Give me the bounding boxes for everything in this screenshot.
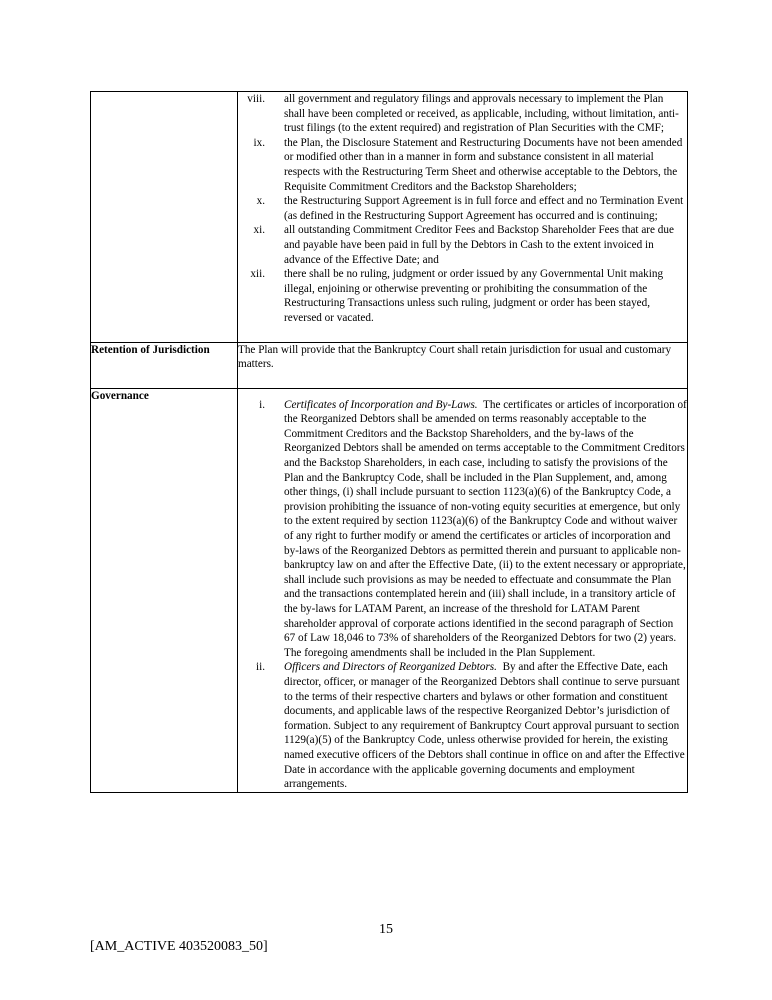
row-label (91, 92, 238, 343)
list-item-text (284, 661, 685, 790)
table-row (91, 388, 688, 792)
list-item-text: all outstanding Commitment Creditor Fees and Backstop Shareholder Fees that are due and payable have been paid in full by the Debtors in Cash to the extent invoiced in advance of the Effective Date; and (284, 224, 674, 266)
list-item-text (284, 399, 687, 659)
item-heading: Officers and Directors of Reorganized Debtors. (284, 661, 497, 674)
list-item (238, 194, 687, 223)
list-item (238, 660, 687, 791)
list-item-text: the Restructuring Support Agreement is in full force and effect and no Termination Event (as defined in the Restructuring Support Agreement has occurred and is continuing; (284, 195, 684, 222)
list-numeral: i. (259, 398, 265, 411)
list-numeral: ii. (255, 661, 265, 674)
page-number: 15 (379, 922, 393, 937)
list-item-text: all government and regulatory filings and approvals necessary to implement the Plan shall have been completed or received, as applicable, including, without limitation, anti-trust filings (to the extent required) and registration of Plan Securities with the CMF; (284, 93, 679, 135)
list-item (238, 267, 687, 325)
list-numeral: ix. (253, 136, 265, 149)
list-item (238, 136, 687, 194)
list-item (238, 92, 687, 136)
term-sheet-table (90, 91, 688, 793)
table-row (91, 92, 688, 343)
list-numeral: viii. (247, 93, 265, 105)
list-item-text: the Plan, the Disclosure Statement and Restructuring Documents have not been amended or modified other than in a manner in form and substance consistent in all material respects with the Restructuring Term Sheet and otherwise acceptable to the Debtors, the Requisite Commitment Creditors and the Backstop Shareholders; (284, 136, 683, 193)
list-numeral: x. (256, 195, 265, 208)
table-row (91, 342, 688, 388)
retention-cell (238, 342, 688, 388)
governance-cell (238, 388, 688, 792)
list-item-text: there shall be no ruling, judgment or order issued by any Governmental Unit making illegal, enjoining or otherwise preventing or prohibiting the consummation of the Restructuring Transactions unless such ruling, judgment or order has been stayed, reversed or vacated. (284, 268, 664, 324)
document-id: [AM_ACTIVE 403520083_50] (90, 939, 268, 954)
item-heading: Certificates of Incorporation and By-Laws. (284, 398, 478, 411)
conditions-cell (238, 92, 688, 343)
list-numeral: xii. (250, 268, 265, 281)
list-item (238, 223, 687, 267)
list-numeral: xi. (253, 224, 265, 237)
item-body: By and after the Effective Date, each director, officer, or manager of the Reorganized Debtors shall continue to serve pursuant to the terms of their respective charters and bylaws or other formation and constituent documents, and applicable laws of the respective Reorganized Debtor’s jurisdiction of formation. Subject to any requirement of Bankruptcy Court approval pursuant to section 1129(a)(5) of the Bankruptcy Code, unless otherwise provided for herein, the existing named executive officers of the Debtors shall continue in office on and after the Effective Date in accordance with the applicable governing documents and employment arrangements. (284, 661, 685, 791)
retention-text: The Plan will provide that the Bankruptcy Court shall retain jurisdiction for usual and customary matters. (238, 343, 672, 371)
row-label-retention-of-jurisdiction: Retention of Jurisdiction (91, 342, 238, 388)
row-label-governance: Governance (91, 388, 238, 792)
item-body: The certificates or articles of incorporation of the Reorganized Debtors shall be amended on terms reasonably acceptable to the Commitment Creditors and the Backstop Shareholders, and the by-laws of the Reorganized Debtors shall be amended on terms acceptable to the Commitment Creditors and the Backstop Shareholders, in each case, including to satisfy the provisions of the Plan and the Bankruptcy Code, shall be included in the Plan Supplement, and, among other things, (i) shall include pursuant to section 1123(a)(6) of the Bankruptcy Code, a provision prohibiting the issuance of non-voting equity securities at emergence, but only to the extent required by section 1123(a)(6) of the Bankruptcy Code and without waiver of any right to further modify or amend the certificates or articles of incorporation and by-laws of the Reorganized Debtors as permitted therein and pursuant to applicable non-bankruptcy law on and after the Effective Date, (ii) to the extent necessary or appropriate, shall include such provisions as may be needed to effectuate and consummate the Plan and the transactions contemplated herein and (iii) shall include, in a transitory article of the by-laws for LATAM Parent, an increase of the threshold for LATAM Parent shareholder approval of corporate actions identified in the second paragraph of Section 67 of Law 18,046 to 73% of shareholders of the Reorganized Debtors for two (2) years. The foregoing amendments shall be included in the Plan Supplement. (284, 398, 687, 659)
list-item (238, 398, 687, 661)
